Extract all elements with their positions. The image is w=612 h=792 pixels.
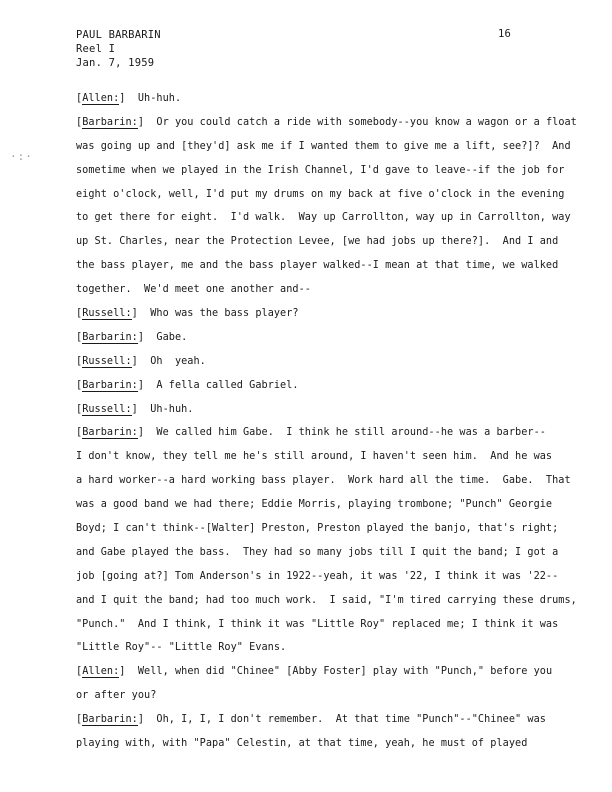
- speaker-label: Barbarin:: [82, 427, 138, 439]
- line-text: and Gabe played the bass. They had so many jobs till I quit the band; I got a: [76, 546, 559, 558]
- line-text: together. We'd meet one another and--: [76, 284, 311, 296]
- line-text: ] We called him Gabe. I think he still around--he was a barber--: [137, 427, 546, 439]
- transcript-line: [76, 135, 571, 159]
- speaker-label: Barbarin:: [82, 116, 138, 128]
- transcript-line: [76, 254, 566, 278]
- bracket-open: [: [76, 427, 83, 439]
- line-text: was going up and [they'd] ask me if I wanted them to give me a lift, see?]? And: [76, 140, 571, 152]
- transcript-line: [76, 111, 577, 135]
- speaker-label: Russell:: [82, 355, 132, 367]
- speaker-label: Allen:: [82, 93, 120, 104]
- interviewee-name: PAUL BARBARIN: [76, 29, 161, 41]
- transcript-line: [76, 445, 566, 469]
- transcript-line: [76, 421, 566, 445]
- line-text: job [going at?] Tom Anderson's in 1922--yeah, it was '22, I think it was '22--: [76, 570, 559, 582]
- bracket-open: [: [76, 308, 83, 320]
- line-text: a hard worker--a hard working bass player. Work hard all the time. Gabe. That: [76, 475, 571, 487]
- bracket-open: [: [76, 379, 83, 391]
- transcript-line: [76, 183, 566, 207]
- transcript-line: [76, 159, 566, 183]
- line-text: sometime when we played in the Irish Channel, I'd gave to leave--if the job for: [76, 164, 565, 176]
- transcript-line: [76, 684, 566, 708]
- transcript-line: [76, 87, 566, 111]
- bracket-open: [: [76, 355, 83, 367]
- line-text: "Punch." And I think, I think it was "Little Roy" replaced me; I think it was: [76, 618, 559, 630]
- line-text: playing with, with "Papa" Celestin, at that time, yeah, he must of played: [76, 738, 528, 750]
- line-text: I don't know, they tell me he's still around, I haven't seen him. And he was: [76, 451, 553, 463]
- line-text: and I quit the band; had too much work. I said, "I'm tired carrying these drums,: [76, 594, 577, 606]
- bracket-open: [: [76, 116, 83, 128]
- bracket-open: [: [76, 714, 83, 726]
- line-text: ] Uh-huh.: [119, 93, 182, 104]
- line-text: to get there for eight. I'd walk. Way up Carrollton, way up in Carrollton, way: [76, 212, 571, 224]
- transcript-body: [76, 87, 577, 756]
- transcript-line: [76, 469, 571, 493]
- line-text: ] Gabe.: [137, 331, 188, 343]
- transcript-line: [76, 326, 566, 350]
- transcript-line: [76, 374, 566, 398]
- transcript-line: [76, 230, 566, 254]
- line-text: ] Well, when did "Chinee" [Abby Foster] play with "Punch," before you: [119, 666, 553, 678]
- line-text: Boyd; I can't think--[Walter] Preston, Preston played the banjo, that's right;: [76, 523, 559, 535]
- bracket-open: [: [76, 403, 83, 415]
- bracket-open: [: [76, 331, 83, 343]
- transcript-line: [76, 398, 566, 422]
- interview-date: Jan. 7, 1959: [76, 57, 155, 69]
- line-text: ] Or you could catch a ride with somebody--you know a wagon or a float: [137, 116, 577, 128]
- bracket-open: [: [76, 93, 83, 104]
- speaker-label: Allen:: [82, 666, 120, 678]
- line-text: the bass player, me and the bass player walked--I mean at that time, we walked: [76, 260, 559, 272]
- line-text: ] Who was the bass player?: [131, 308, 299, 320]
- transcript-line: [76, 589, 577, 613]
- line-text: ] Uh-huh.: [131, 403, 194, 415]
- transcript-line: [76, 708, 566, 732]
- transcript-line: [76, 636, 566, 660]
- speaker-label: Russell:: [82, 308, 132, 320]
- transcript-line: [76, 660, 566, 684]
- bracket-open: [: [76, 666, 83, 678]
- page-header: [76, 28, 161, 70]
- speaker-label: Barbarin:: [82, 331, 138, 343]
- transcript-line: [76, 613, 566, 637]
- line-text: was a good band we had there; Eddie Morris, playing trombone; "Punch" Georgie: [76, 499, 553, 511]
- page-number: 16: [498, 28, 512, 40]
- transcript-line: [76, 206, 571, 230]
- transcript-line: [76, 517, 566, 541]
- speaker-label: Barbarin:: [82, 714, 138, 726]
- transcript-line: [76, 565, 566, 589]
- transcript-line: [76, 278, 566, 302]
- margin-mark: ·:·: [10, 150, 33, 163]
- transcript-line: [76, 493, 566, 517]
- transcript-line: [76, 732, 566, 756]
- reel-label: Reel I: [76, 43, 116, 55]
- transcript-line: [76, 350, 566, 374]
- transcript-line: [76, 541, 566, 565]
- speaker-label: Barbarin:: [82, 379, 138, 391]
- line-text: ] A fella called Gabriel.: [137, 379, 299, 391]
- speaker-label: Russell:: [82, 403, 132, 415]
- line-text: ] Oh, I, I, I don't remember. At that time "Punch"--"Chinee" was: [137, 714, 546, 726]
- transcript-line: [76, 302, 566, 326]
- line-text: eight o'clock, well, I'd put my drums on my back at five o'clock in the evening: [76, 188, 565, 200]
- line-text: ] Oh yeah.: [131, 355, 206, 367]
- line-text: "Little Roy"-- "Little Roy" Evans.: [76, 642, 287, 654]
- line-text: up St. Charles, near the Protection Levee, [we had jobs up there?]. And I and: [76, 236, 559, 248]
- line-text: or after you?: [76, 690, 157, 702]
